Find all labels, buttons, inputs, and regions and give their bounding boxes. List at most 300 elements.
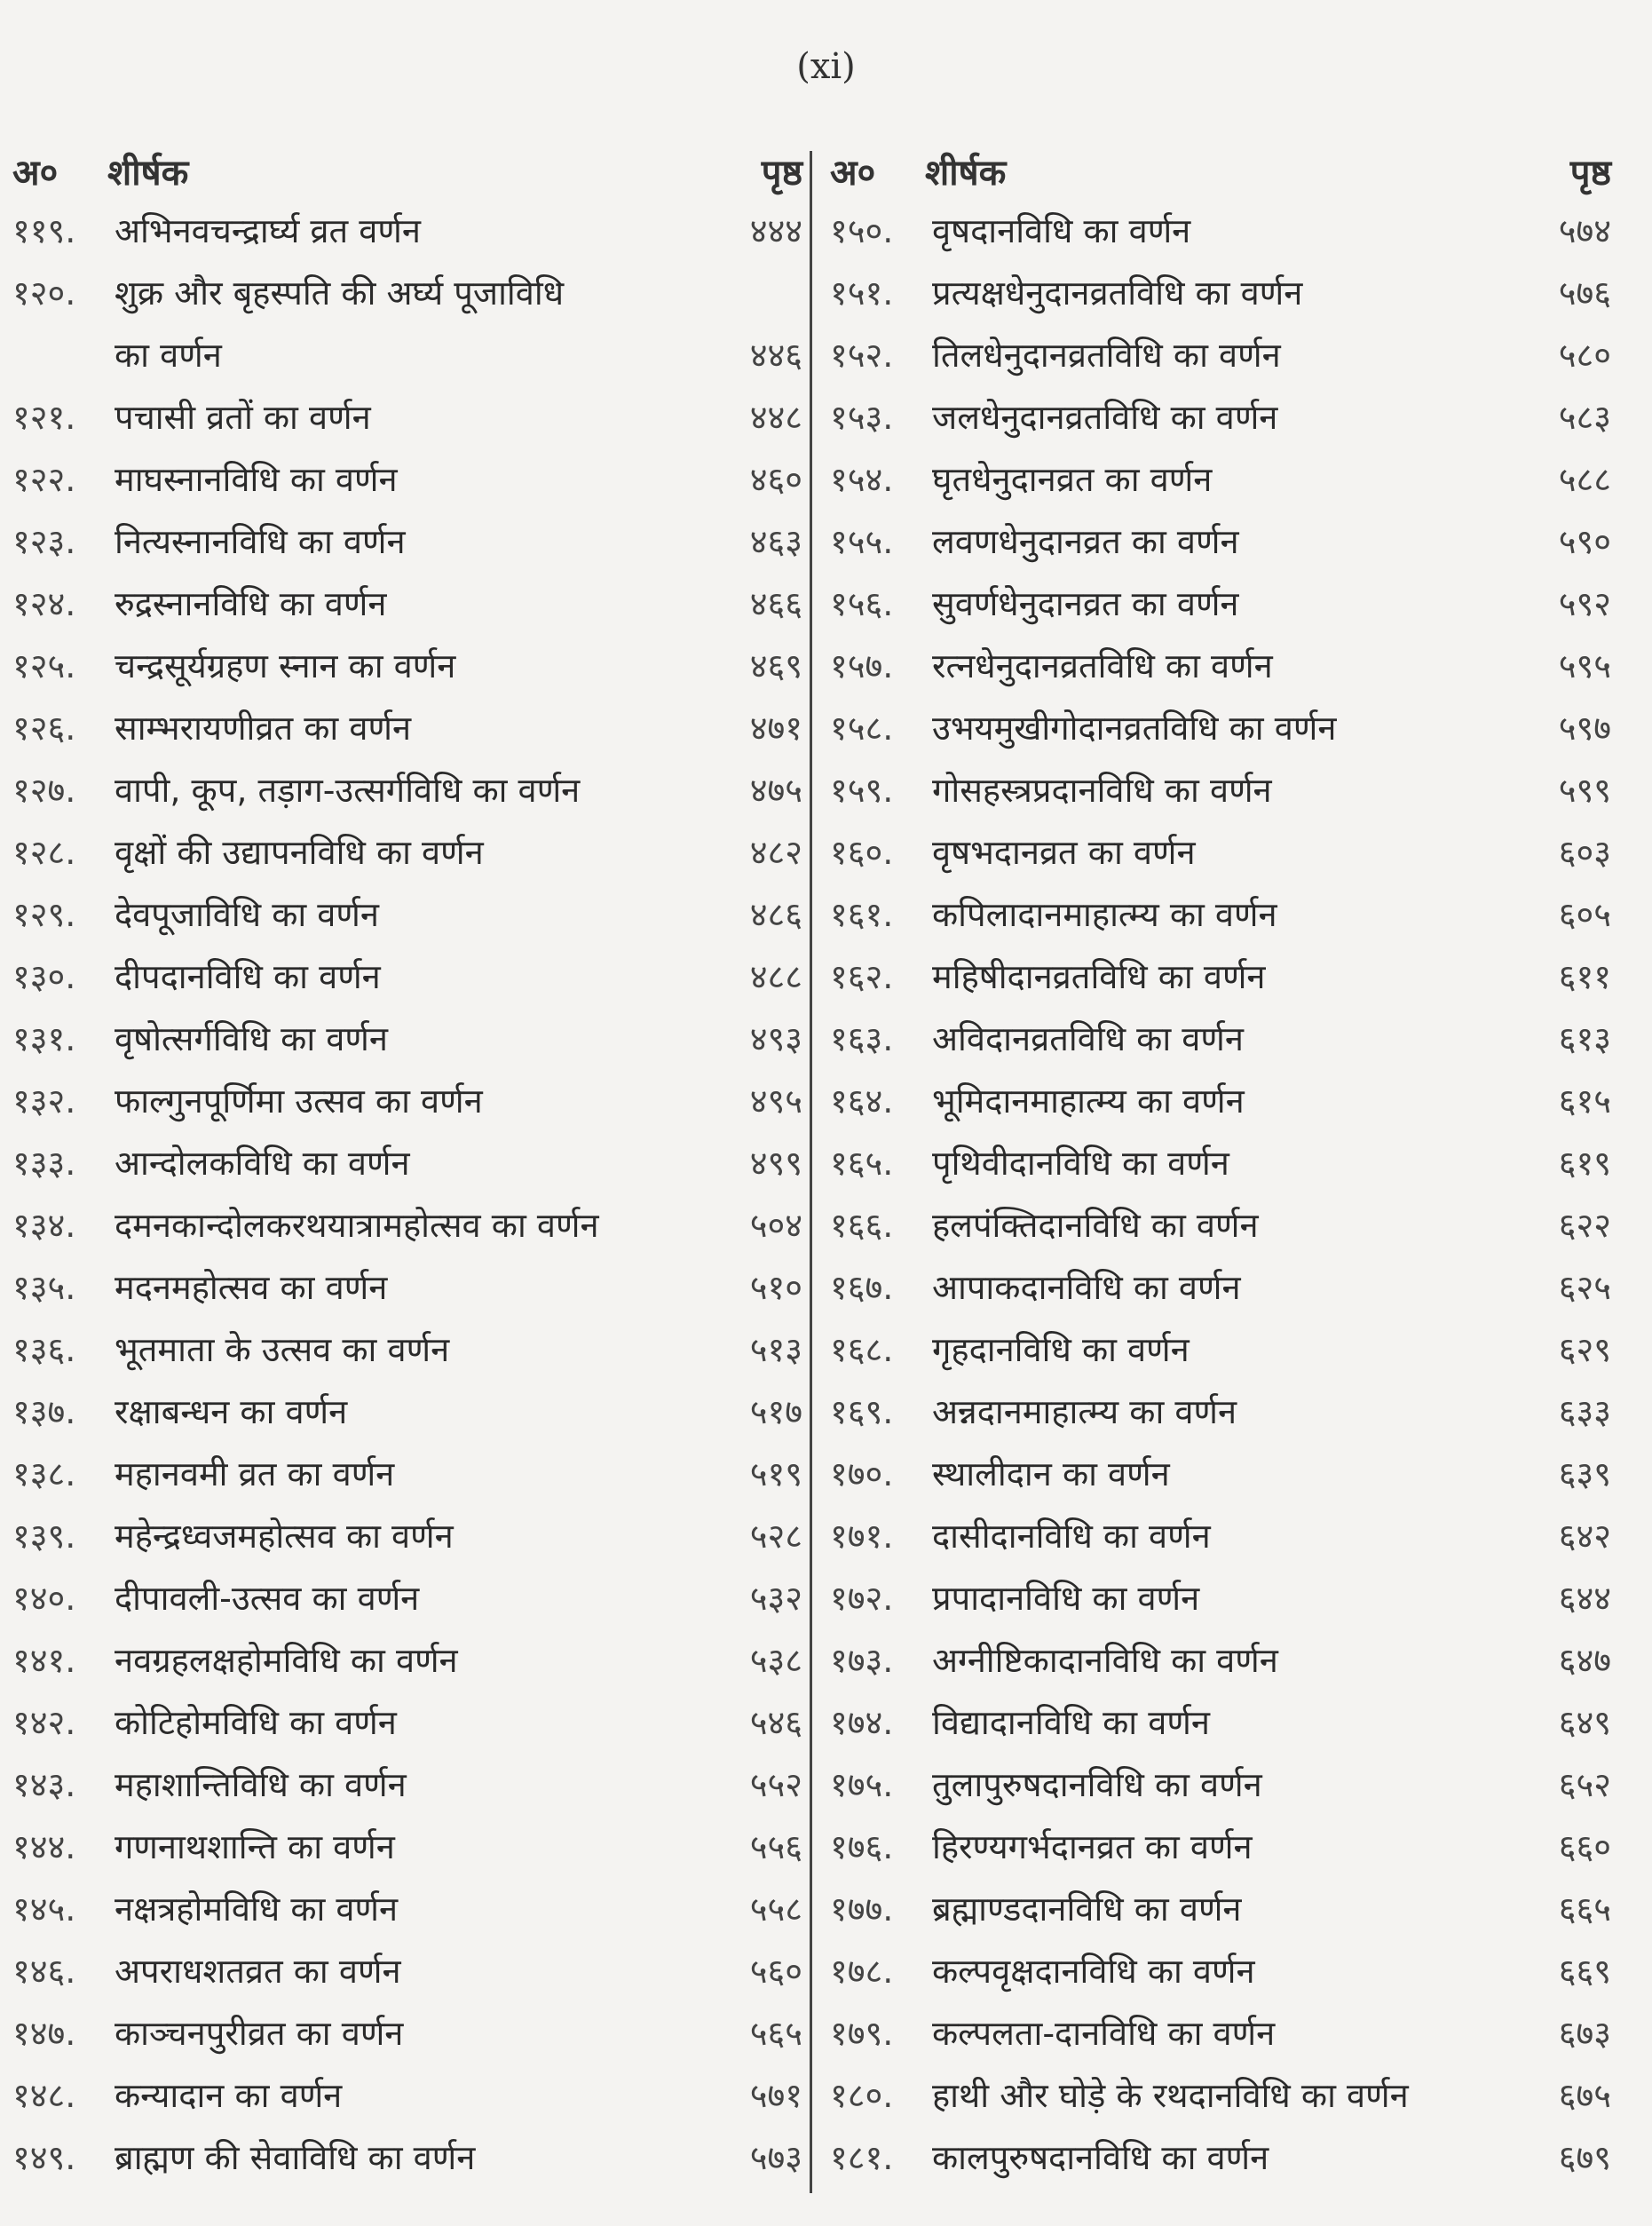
page-reference: ५४६	[749, 1703, 802, 1742]
chapter-title-text: नित्यस्नानविधि का वर्णन	[115, 522, 406, 561]
toc-entry	[12, 1132, 802, 1194]
chapter-number: १७३.	[830, 1641, 894, 1680]
chapter-number: १३१.	[12, 1019, 76, 1058]
chapter-title	[115, 200, 696, 262]
page-reference: ४७१	[749, 709, 802, 748]
chapter-title-text: दीपदानविधि का वर्णन	[115, 957, 381, 996]
page-reference: ६५२	[1558, 1765, 1611, 1804]
chapter-number: १७२.	[830, 1579, 894, 1618]
toc-entry	[12, 1691, 802, 1754]
page-number: (xi)	[796, 46, 856, 87]
chapter-number: १४६.	[12, 1952, 76, 1991]
chapter-number: १३७.	[12, 1392, 76, 1431]
page-reference: ४६६	[749, 584, 802, 623]
chapter-number: १५९.	[830, 771, 894, 810]
chapter-title-text: हाथी और घोड़े के रथदानविधि का वर्णन	[932, 2076, 1409, 2115]
chapter-number: १४७.	[12, 2014, 76, 2053]
page-reference: ६२५	[1558, 1268, 1611, 1307]
chapter-title	[115, 1816, 696, 1878]
toc-entry	[830, 1443, 1611, 1505]
chapter-title-text: पृथिवीदानविधि का वर्णन	[932, 1144, 1229, 1183]
chapter-title	[932, 759, 1505, 821]
chapter-title-text: विद्यादानविधि का वर्णन	[932, 1703, 1210, 1742]
chapter-title-text: कोटिहोमविधि का वर्णन	[115, 1703, 397, 1742]
chapter-title-text: गणनाथशान्ति का वर्णन	[115, 1827, 395, 1866]
chapter-title	[932, 573, 1505, 635]
toc-entry	[12, 1319, 802, 1381]
chapter-title	[115, 1505, 696, 1567]
page-reference: ५९७	[1558, 709, 1611, 748]
chapter-title	[115, 448, 696, 511]
chapter-number: १३५.	[12, 1268, 76, 1307]
chapter-number: १६९.	[830, 1392, 894, 1431]
chapter-number: १८०.	[830, 2076, 894, 2115]
page-reference: ५२८	[749, 1517, 802, 1556]
chapter-number: १२५.	[12, 646, 76, 685]
chapter-title	[932, 1940, 1505, 2002]
chapter-title-text: रुद्रस्नानविधि का वर्णन	[115, 584, 387, 623]
chapter-title	[932, 1878, 1505, 1940]
page-reference: ५९९	[1558, 771, 1611, 810]
chapter-title	[932, 2064, 1505, 2127]
chapter-title	[932, 883, 1505, 946]
chapter-number: १२२.	[12, 460, 76, 499]
page-reference: ५१७	[749, 1392, 802, 1431]
chapter-title-text: अपराधशतव्रत का वर्णन	[115, 1952, 401, 1991]
toc-entry	[12, 573, 802, 635]
chapter-number: १७९.	[830, 2014, 894, 2053]
chapter-title-text: लवणधेनुदानव्रत का वर्णन	[932, 522, 1239, 561]
chapter-number: १५७.	[830, 646, 894, 685]
page-reference: ६०५	[1558, 895, 1611, 934]
chapter-title	[932, 1008, 1505, 1070]
chapter-title	[932, 262, 1505, 324]
chapter-title	[115, 511, 696, 573]
chapter-number: १३३.	[12, 1144, 76, 1183]
chapter-title	[115, 1319, 696, 1381]
column-divider	[810, 151, 812, 2193]
toc-entry	[830, 883, 1611, 946]
toc-entry	[830, 1132, 1611, 1194]
page-reference: ६१५	[1558, 1081, 1611, 1121]
page-reference: ६४९	[1558, 1703, 1611, 1742]
toc-entry	[12, 946, 802, 1008]
toc-entry	[830, 821, 1611, 883]
chapter-number: १५१.	[830, 273, 894, 313]
chapter-number: १७४.	[830, 1703, 894, 1742]
toc-entry	[12, 2127, 802, 2189]
chapter-title	[115, 1567, 696, 1629]
toc-entry	[830, 511, 1611, 573]
chapter-title-text: जलधेनुदानव्रतविधि का वर्णन	[932, 398, 1278, 437]
page-reference: ५१९	[749, 1454, 802, 1493]
chapter-title	[115, 1878, 696, 1940]
chapter-title	[932, 1754, 1505, 1816]
toc-entry	[12, 511, 802, 573]
page-reference: ६६९	[1558, 1952, 1611, 1991]
chapter-title	[932, 200, 1505, 262]
chapter-number: १५८.	[830, 709, 894, 748]
toc-entry	[12, 262, 802, 386]
page-reference: ६७५	[1558, 2076, 1611, 2115]
toc-entry	[12, 1443, 802, 1505]
chapter-title-text: वृक्षों की उद्यापनविधि का वर्णन	[115, 833, 484, 872]
page-reference: ५५८	[749, 1889, 802, 1929]
toc-entry	[12, 821, 802, 883]
toc-entry	[12, 1505, 802, 1567]
chapter-title-text: सुवर्णधेनुदानव्रत का वर्णन	[932, 584, 1239, 623]
page-reference: ४६९	[749, 646, 802, 685]
page-reference: ५१०	[749, 1268, 802, 1307]
chapter-number: १३८.	[12, 1454, 76, 1493]
chapter-title-text: अभिनवचन्द्रार्घ्य व्रत वर्णन	[115, 211, 421, 250]
chapter-title	[932, 1319, 1505, 1381]
toc-header-right	[830, 147, 1611, 200]
chapter-title-text: नवग्रहलक्षहोमविधि का वर्णन	[115, 1641, 458, 1680]
page-reference: ५१३	[749, 1330, 802, 1369]
page-reference: ६११	[1558, 957, 1611, 996]
chapter-title	[115, 635, 696, 697]
page-reference: ४४४	[749, 211, 802, 250]
chapter-title	[932, 386, 1505, 448]
toc-entry	[12, 1816, 802, 1878]
chapter-title-text: कालपुरुषदानविधि का वर्णन	[932, 2138, 1269, 2177]
page-reference: ५७३	[749, 2138, 802, 2177]
page-reference: ५३८	[749, 1641, 802, 1680]
toc-entry	[830, 1629, 1611, 1691]
page-reference: ६४४	[1558, 1579, 1611, 1618]
toc-entry	[12, 1381, 802, 1443]
page-reference: ४९९	[749, 1144, 802, 1183]
chapter-title	[115, 1132, 696, 1194]
chapter-number: १४०.	[12, 1579, 76, 1618]
chapter-title-text: चन्द्रसूर्यग्रहण स्नान का वर्णन	[115, 646, 456, 685]
page-reference: ५५६	[749, 1827, 802, 1866]
page-reference: ६२२	[1558, 1206, 1611, 1245]
page-reference: ६२९	[1558, 1330, 1611, 1369]
toc-entry	[12, 200, 802, 262]
page-reference: ४९३	[749, 1019, 802, 1058]
chapter-title	[932, 1256, 1505, 1319]
chapter-title-text: हलपंक्तिदानविधि का वर्णन	[932, 1206, 1259, 1245]
chapter-title	[115, 1070, 696, 1132]
toc-column-right	[830, 147, 1611, 2189]
header-page: पृष्ठ	[761, 153, 802, 194]
chapter-title-text: दासीदानविधि का वर्णन	[932, 1517, 1211, 1556]
chapter-number: १५४.	[830, 460, 894, 499]
toc-entry	[830, 1940, 1611, 2002]
chapter-title	[115, 1691, 696, 1754]
chapter-title	[115, 1256, 696, 1319]
page-reference: ५७१	[749, 2076, 802, 2115]
page-reference: ६६०	[1558, 1827, 1611, 1866]
chapter-title-text: प्रत्यक्षधेनुदानव्रतविधि का वर्णन	[932, 273, 1303, 313]
chapter-number: १३४.	[12, 1206, 76, 1245]
chapter-title	[115, 1629, 696, 1691]
chapter-title-text: वृषोत्सर्गविधि का वर्णन	[115, 1019, 388, 1058]
chapter-title	[115, 1008, 696, 1070]
toc-entry	[830, 697, 1611, 759]
page-reference: ६४२	[1558, 1517, 1611, 1556]
chapter-number: ११९.	[12, 211, 76, 250]
page-reference: ४८६	[749, 895, 802, 934]
chapter-title-text: तिलधेनुदानव्रतविधि का वर्णन	[932, 336, 1281, 375]
chapter-title	[932, 1567, 1505, 1629]
chapter-title-text: कल्पलता-दानविधि का वर्णन	[932, 2014, 1276, 2053]
chapter-title-text: साम्भरायणीव्रत का वर्णन	[115, 709, 412, 748]
chapter-title	[932, 635, 1505, 697]
chapter-title-text: मदनमहोत्सव का वर्णन	[115, 1268, 388, 1307]
chapter-title	[932, 1381, 1505, 1443]
page-reference: ६६५	[1558, 1889, 1611, 1929]
chapter-number: १६८.	[830, 1330, 894, 1369]
chapter-title	[115, 1381, 696, 1443]
chapter-title	[932, 821, 1505, 883]
chapter-number: १७६.	[830, 1827, 894, 1866]
chapter-number: १२३.	[12, 522, 76, 561]
toc-entry	[12, 448, 802, 511]
chapter-number: १४१.	[12, 1641, 76, 1680]
page-reference: ६१९	[1558, 1144, 1611, 1183]
chapter-number: १२७.	[12, 771, 76, 810]
page-reference: ५८३	[1558, 398, 1611, 437]
toc-entry	[12, 697, 802, 759]
chapter-title-text: वृषभदानव्रत का वर्णन	[932, 833, 1196, 872]
chapter-title-text: फाल्गुनपूर्णिमा उत्सव का वर्णन	[115, 1081, 483, 1121]
toc-entry	[830, 1008, 1611, 1070]
chapter-title-text: हिरण्यगर्भदानव्रत का वर्णन	[932, 1827, 1253, 1866]
chapter-title-text: माघस्नानविधि का वर्णन	[115, 460, 398, 499]
page-reference: ४६३	[749, 522, 802, 561]
toc-entry	[12, 1754, 802, 1816]
chapter-title	[115, 946, 696, 1008]
chapter-title-continued: का वर्णन	[115, 336, 222, 375]
toc-entry	[830, 2064, 1611, 2127]
chapter-title	[932, 1443, 1505, 1505]
page-reference: ५९०	[1558, 522, 1611, 561]
chapter-title-text: पचासी व्रतों का वर्णन	[115, 398, 371, 437]
page-reference: ५०४	[749, 1206, 802, 1245]
chapter-title-text: अग्नीष्टिकादानविधि का वर्णन	[932, 1641, 1278, 1680]
chapter-title-text: रक्षाबन्धन का वर्णन	[115, 1392, 348, 1431]
header-page: पृष्ठ	[1569, 153, 1611, 194]
chapter-title-text: महिषीदानव्रतविधि का वर्णन	[932, 957, 1266, 996]
toc-entry	[12, 2064, 802, 2127]
toc-header-left	[12, 147, 802, 200]
toc-entry	[12, 1878, 802, 1940]
chapter-title-text: अविदानव्रतविधि का वर्णन	[932, 1019, 1244, 1058]
toc-entry	[830, 1691, 1611, 1754]
chapter-title	[115, 1940, 696, 2002]
chapter-number: १७७.	[830, 1889, 894, 1929]
chapter-title	[932, 1070, 1505, 1132]
chapter-number: १४९.	[12, 2138, 76, 2177]
page-reference: ५९२	[1558, 584, 1611, 623]
chapter-title-text: ब्राह्मण की सेवाविधि का वर्णन	[115, 2138, 476, 2177]
toc-entry	[12, 1940, 802, 2002]
chapter-title	[932, 1816, 1505, 1878]
toc-entry	[830, 1194, 1611, 1256]
chapter-number: १७८.	[830, 1952, 894, 1991]
page-reference: ४८२	[749, 833, 802, 872]
chapter-title-text: प्रपादानविधि का वर्णन	[932, 1579, 1200, 1618]
chapter-title	[115, 821, 696, 883]
toc-entry	[830, 1070, 1611, 1132]
chapter-title-text: शुक्र और बृहस्पति की अर्घ्य पूजाविधि	[115, 273, 565, 313]
toc-entry	[830, 573, 1611, 635]
chapter-title-text: घृतधेनुदानव्रत का वर्णन	[932, 460, 1213, 499]
page-reference: ४७५	[749, 771, 802, 810]
chapter-number: १५५.	[830, 522, 894, 561]
page-reference: ६३३	[1558, 1392, 1611, 1431]
page-reference: ६७३	[1558, 2014, 1611, 2053]
toc-entry	[830, 200, 1611, 262]
toc-column-left	[12, 147, 802, 2189]
page-reference: ६१३	[1558, 1019, 1611, 1058]
chapter-title	[932, 511, 1505, 573]
toc-list-left	[12, 200, 802, 2189]
toc-entry	[830, 1567, 1611, 1629]
page-reference: ५९५	[1558, 646, 1611, 685]
chapter-title	[115, 2002, 696, 2064]
chapter-number: १७५.	[830, 1765, 894, 1804]
chapter-title	[115, 262, 696, 386]
chapter-title	[115, 386, 696, 448]
toc-entry	[12, 1008, 802, 1070]
chapter-number: १२१.	[12, 398, 76, 437]
chapter-title-text: कन्यादान का वर्णन	[115, 2076, 343, 2115]
toc-entry	[830, 1319, 1611, 1381]
toc-entry	[830, 759, 1611, 821]
chapter-title-text: कल्पवृक्षदानविधि का वर्णन	[932, 1952, 1255, 1991]
chapter-title	[115, 697, 696, 759]
chapter-number: १६४.	[830, 1081, 894, 1121]
chapter-title	[115, 1754, 696, 1816]
chapter-number: १५६.	[830, 584, 894, 623]
chapter-title-text: नक्षत्रहोमविधि का वर्णन	[115, 1889, 399, 1929]
chapter-number: १३०.	[12, 957, 76, 996]
chapter-number: १५३.	[830, 398, 894, 437]
chapter-title-text: महानवमी व्रत का वर्णन	[115, 1454, 395, 1493]
chapter-number: १६७.	[830, 1268, 894, 1307]
toc-entry	[12, 1194, 802, 1256]
toc-entry	[830, 946, 1611, 1008]
toc-entry	[830, 1754, 1611, 1816]
chapter-number: १६३.	[830, 1019, 894, 1058]
toc-entry	[830, 635, 1611, 697]
chapter-number: १६१.	[830, 895, 894, 934]
chapter-title	[932, 697, 1505, 759]
page-reference: ५५२	[749, 1765, 802, 1804]
page-reference: ५६०	[749, 1952, 802, 1991]
chapter-title-text: महाशान्तिविधि का वर्णन	[115, 1765, 407, 1804]
chapter-number: १६५.	[830, 1144, 894, 1183]
page-reference: ४८८	[749, 957, 802, 996]
toc-entry	[830, 1878, 1611, 1940]
toc-entry	[830, 2002, 1611, 2064]
toc-entry	[12, 635, 802, 697]
chapter-number: १४३.	[12, 1765, 76, 1804]
toc-list-right	[830, 200, 1611, 2189]
chapter-title-text: महेन्द्रध्वजमहोत्सव का वर्णन	[115, 1517, 454, 1556]
chapter-title	[932, 448, 1505, 511]
chapter-title-text: ब्रह्माण्डदानविधि का वर्णन	[932, 1889, 1242, 1929]
chapter-title	[932, 1505, 1505, 1567]
chapter-number: १२०.	[12, 273, 76, 313]
toc-entry	[12, 1567, 802, 1629]
chapter-title	[115, 1194, 696, 1256]
page-reference: ५८०	[1558, 336, 1611, 375]
chapter-title-text: काञ्चनपुरीव्रत का वर्णन	[115, 2014, 404, 2053]
chapter-number: १६६.	[830, 1206, 894, 1245]
page-reference: ४४८	[749, 398, 802, 437]
chapter-title-text: दमनकान्दोलकरथयात्रामहोत्सव का वर्णन	[115, 1206, 599, 1245]
chapter-number: १४२.	[12, 1703, 76, 1742]
chapter-number: १२६.	[12, 709, 76, 748]
chapter-title-text: भूमिदानमाहात्म्य का वर्णन	[932, 1081, 1245, 1121]
chapter-title-text: गोसहस्त्रप्रदानविधि का वर्णन	[932, 771, 1272, 810]
chapter-title-text: वापी, कूप, तड़ाग-उत्सर्गविधि का वर्णन	[115, 771, 581, 810]
page-reference: ६७९	[1558, 2138, 1611, 2177]
toc-entry	[12, 386, 802, 448]
page-reference: ४४६	[749, 336, 802, 375]
toc-entry	[830, 448, 1611, 511]
toc-entry	[12, 883, 802, 946]
chapter-title-text: अन्नदानमाहात्म्य का वर्णन	[932, 1392, 1237, 1431]
chapter-title-text: गृहदानविधि का वर्णन	[932, 1330, 1190, 1369]
chapter-title-text: उभयमुखीगोदानव्रतविधि का वर्णन	[932, 709, 1337, 748]
chapter-number: १२८.	[12, 833, 76, 872]
chapter-title-text: वृषदानविधि का वर्णन	[932, 211, 1191, 250]
chapter-title	[115, 2064, 696, 2127]
toc-entry	[830, 1505, 1611, 1567]
header-chapter-number: अ०	[830, 153, 876, 194]
chapter-number: १६२.	[830, 957, 894, 996]
page-reference: ५७६	[1558, 273, 1611, 313]
page-reference: ५७४	[1558, 211, 1611, 250]
toc-entry	[830, 386, 1611, 448]
chapter-number: १३९.	[12, 1517, 76, 1556]
chapter-title-text: कपिलादानमाहात्म्य का वर्णन	[932, 895, 1277, 934]
toc-entry	[830, 1816, 1611, 1878]
chapter-title-text: भूतमाता के उत्सव का वर्णन	[115, 1330, 450, 1369]
chapter-title-text: स्थालीदान का वर्णन	[932, 1454, 1170, 1493]
toc-entry	[12, 759, 802, 821]
chapter-number: १८१.	[830, 2138, 894, 2177]
page-reference: ६४७	[1558, 1641, 1611, 1680]
chapter-number: १३२.	[12, 1081, 76, 1121]
chapter-title	[932, 2127, 1505, 2189]
toc-entry	[830, 262, 1611, 324]
toc-entry	[830, 1256, 1611, 1319]
header-title: शीर्षक	[107, 153, 189, 194]
chapter-title	[932, 1629, 1505, 1691]
header-chapter-number: अ०	[12, 153, 59, 194]
chapter-number: १४४.	[12, 1827, 76, 1866]
chapter-title	[932, 1194, 1505, 1256]
chapter-number: १७०.	[830, 1454, 894, 1493]
chapter-title	[932, 1691, 1505, 1754]
chapter-title	[932, 324, 1505, 386]
toc-entry	[830, 1381, 1611, 1443]
chapter-number: १७१.	[830, 1517, 894, 1556]
chapter-number: १५०.	[830, 211, 894, 250]
page-reference: ५३२	[749, 1579, 802, 1618]
chapter-number: १२४.	[12, 584, 76, 623]
page-reference: ४९५	[749, 1081, 802, 1121]
chapter-title	[115, 573, 696, 635]
toc-entry	[12, 1256, 802, 1319]
